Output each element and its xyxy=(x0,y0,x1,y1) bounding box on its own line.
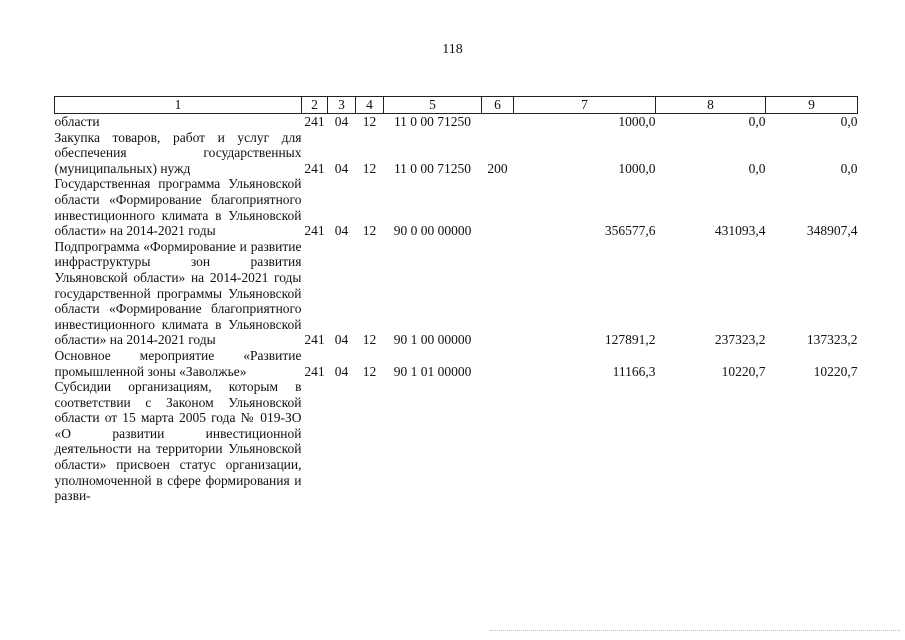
row-description: Закупка товаров, работ и услуг для обеспечения государственных (муниципальных) нужд xyxy=(54,129,302,176)
cell-section: 04 xyxy=(334,160,349,176)
cell-subsection: 12 xyxy=(362,114,377,129)
cell-section: 04 xyxy=(334,114,349,129)
cell-amount-year2: 431093,4 xyxy=(714,223,766,239)
cell-expense-type xyxy=(482,348,514,379)
cell-subsection: 12 xyxy=(362,223,377,239)
cell-target-article: 11 0 00 71250 xyxy=(393,114,472,129)
cell-ministry-code xyxy=(302,379,328,504)
cell-expense-type: 200 xyxy=(487,160,508,176)
cell-subsection: 12 xyxy=(362,332,377,348)
scan-edge-marks xyxy=(490,630,900,633)
cell-target-article: 90 1 01 00000 xyxy=(393,363,472,379)
row-description: Основное мероприятие «Развитие промышленной зоны «Заволжье» xyxy=(54,347,302,379)
col-header-3: 3 xyxy=(328,97,356,114)
table-row xyxy=(55,348,858,379)
col-header-7: 7 xyxy=(514,97,656,114)
col-header-2: 2 xyxy=(302,97,328,114)
cell-amount-year3: 137323,2 xyxy=(806,332,858,348)
col-header-8: 8 xyxy=(656,97,766,114)
cell-amount-year2: 0,0 xyxy=(748,160,766,176)
cell-section xyxy=(328,379,356,504)
cell-amount-year3: 0,0 xyxy=(840,160,858,176)
cell-expense-type xyxy=(482,379,514,504)
cell-subsection: 12 xyxy=(362,363,377,379)
table-row xyxy=(55,379,858,504)
cell-ministry-code: 241 xyxy=(304,332,325,348)
row-description: Подпрограмма «Формирование и развитие инфраструктуры зон развития Ульяновской области» на 2014-2021 годы государственной программы Ульяновской области «Формирование благоприятного инвестиционного климата в Ульяновской области» на 2014-2021 годы xyxy=(54,238,302,348)
cell-ministry-code: 241 xyxy=(304,223,325,239)
cell-ministry-code: 241 xyxy=(304,114,325,129)
cell-amount-year3: 0,0 xyxy=(840,114,858,129)
row-description: области xyxy=(54,114,100,129)
col-header-9: 9 xyxy=(766,97,858,114)
cell-section: 04 xyxy=(334,223,349,239)
cell-expense-type xyxy=(482,176,514,238)
col-header-4: 4 xyxy=(356,97,384,114)
cell-amount-year2: 237323,2 xyxy=(714,332,766,348)
cell-target-article xyxy=(384,379,482,504)
cell-section: 04 xyxy=(334,363,349,379)
col-header-5: 5 xyxy=(384,97,482,114)
cell-amount-year2: 0,0 xyxy=(748,114,766,129)
col-header-1: 1 xyxy=(55,97,302,114)
cell-amount-year3: 10220,7 xyxy=(813,363,858,379)
cell-ministry-code: 241 xyxy=(304,363,325,379)
column-number-row xyxy=(55,97,858,114)
cell-target-article: 90 1 00 00000 xyxy=(393,332,472,348)
table-row xyxy=(55,176,858,238)
table-row xyxy=(55,239,858,348)
cell-amount-year1: 1000,0 xyxy=(618,114,656,129)
cell-expense-type xyxy=(482,239,514,348)
cell-amount-year3: 348907,4 xyxy=(806,223,858,239)
cell-amount-year1: 11166,3 xyxy=(612,363,656,379)
budget-table xyxy=(54,96,858,504)
cell-amount-year1: 356577,6 xyxy=(604,223,656,239)
cell-amount-year1 xyxy=(514,379,656,504)
cell-ministry-code: 241 xyxy=(304,160,325,176)
cell-subsection xyxy=(356,379,384,504)
cell-target-article: 90 0 00 00000 xyxy=(393,223,472,239)
table-row xyxy=(55,114,858,130)
table-row xyxy=(55,130,858,177)
cell-amount-year2 xyxy=(656,379,766,504)
row-description: Государственная программа Ульяновской области «Формирование благоприятного инвестиционного климата в Ульяновской области» на 2014-2021 годы xyxy=(54,176,302,239)
cell-expense-type xyxy=(482,114,514,130)
row-description: Субсидии организациям, которым в соответствии с Законом Ульяновской области от 15 марта 2005 года № 019-ЗО «О развитии инвестиционной деятельности на территории Ульяновской области» присвоен статус организации, уполномоченной в сфере формирования и разви- xyxy=(54,379,302,504)
cell-target-article: 11 0 00 71250 xyxy=(393,160,472,176)
col-header-6: 6 xyxy=(482,97,514,114)
cell-amount-year1: 1000,0 xyxy=(618,160,656,176)
cell-subsection: 12 xyxy=(362,160,377,176)
cell-amount-year1: 127891,2 xyxy=(604,332,656,348)
cell-section: 04 xyxy=(334,332,349,348)
page-number: 118 xyxy=(442,42,463,57)
cell-amount-year3 xyxy=(766,379,858,504)
cell-amount-year2: 10220,7 xyxy=(721,363,766,379)
